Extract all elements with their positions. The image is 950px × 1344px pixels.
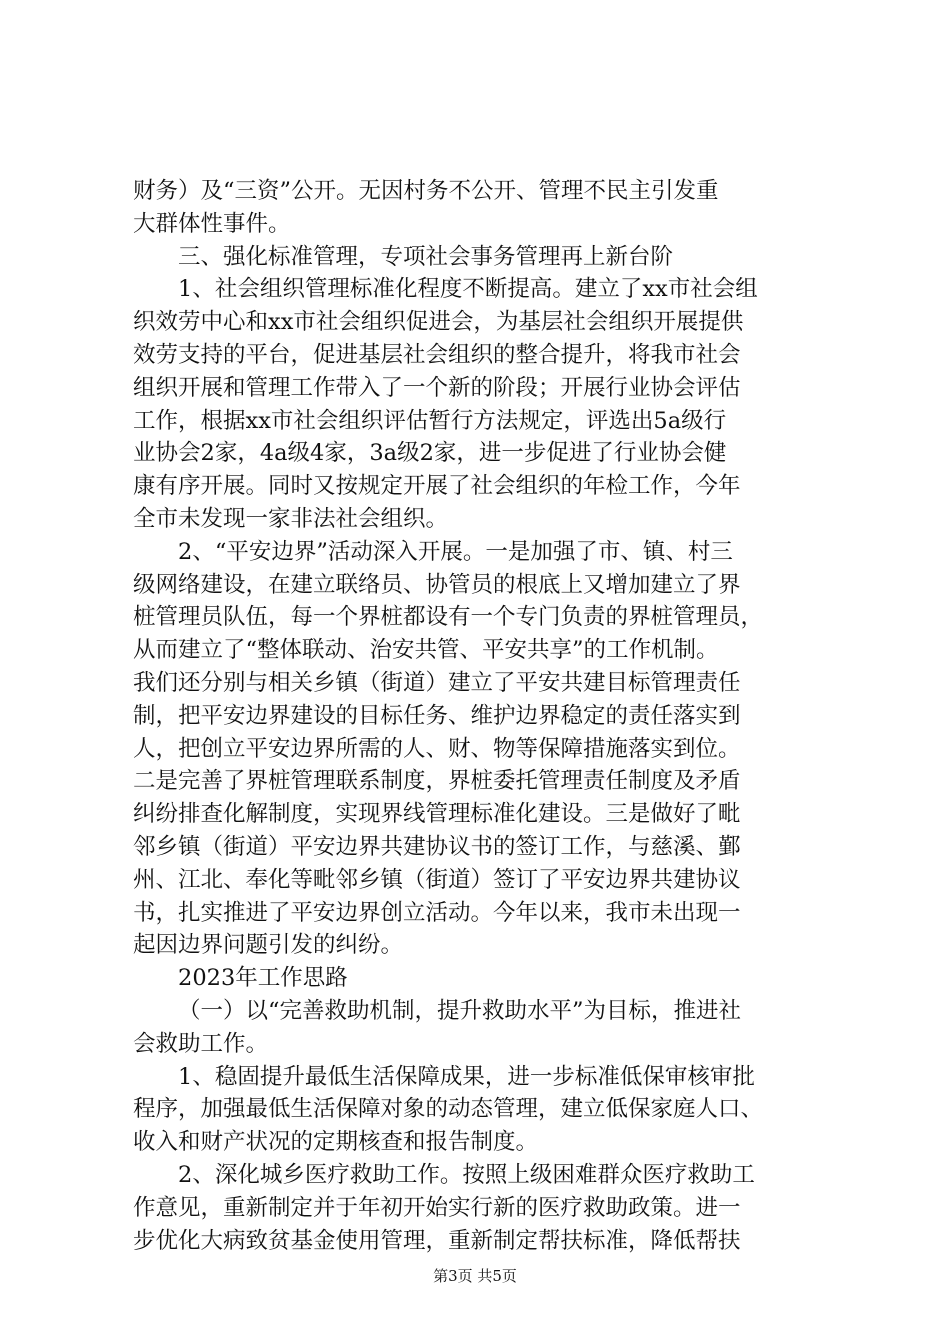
text-line: 2、深化城乡医疗救助工作。按照上级困难群众医疗救助工 <box>178 1161 755 1188</box>
text-line: 步优化大病致贫基金使用管理，重新制定帮扶标准，降低帮扶 <box>133 1227 741 1254</box>
text-line: 二是完善了界桩管理联系制度，界桩委托管理责任制度及矛盾 <box>133 768 741 795</box>
text-line: 人，把创立平安边界所需的人、财、物等保障措施落实到位。 <box>133 735 741 762</box>
text-line: 财务）及“三资”公开。无因村务不公开、管理不民主引发重 <box>133 178 719 204</box>
text-line: 大群体性事件。 <box>133 210 291 237</box>
text-line: 我们还分别与相关乡镇（街道）建立了平安共建目标管理责任 <box>133 669 741 696</box>
text-line: 程序，加强最低生活保障对象的动态管理，建立低保家庭人口、 <box>133 1096 764 1123</box>
text-line: 全市未发现一家非法社会组织。 <box>133 505 449 532</box>
text-line: 1、稳固提升最低生活保障成果，进一步标准低保审核审批 <box>178 1063 755 1090</box>
text-line: 2、“平安边界”活动深入开展。一是加强了市、镇、村三 <box>178 538 733 565</box>
text-line: 1、社会组织管理标准化程度不断提高。建立了xx市社会组 <box>178 276 758 303</box>
text-line: （一）以“完善救助机制，提升救助水平”为目标，推进社 <box>178 997 742 1024</box>
text-line: 会救助工作。 <box>133 1030 269 1057</box>
section-heading: 2023年工作思路 <box>178 965 348 992</box>
text-line: 纠纷排查化解制度，实现界线管理标准化建设。三是做好了毗 <box>133 801 741 828</box>
text-line: 制，把平安边界建设的目标任务、维护边界稳定的责任落实到 <box>133 702 741 729</box>
text-line: 康有序开展。同时又按规定开展了社会组织的年检工作，今年 <box>133 473 741 500</box>
text-line: 级网络建设，在建立联络员、协管员的根底上又增加建立了界 <box>133 571 741 598</box>
text-line: 邻乡镇（街道）平安边界共建协议书的签订工作，与慈溪、鄞 <box>133 833 741 860</box>
text-line: 工作，根据xx市社会组织评估暂行方法规定，评选出5a级行 <box>133 407 727 434</box>
text-line: 桩管理员队伍，每一个界桩都设有一个专门负责的界桩管理员， <box>133 604 764 631</box>
text-line: 业协会2家，4a级4家，3a级2家，进一步促进了行业协会健 <box>133 440 727 467</box>
text-line: 起因边界问题引发的纠纷。 <box>133 932 404 959</box>
section-heading: 三、强化标准管理，专项社会事务管理再上新台阶 <box>178 243 674 270</box>
text-line: 织效劳中心和xx市社会组织促进会，为基层社会组织开展提供 <box>133 309 744 336</box>
text-line: 州、江北、奉化等毗邻乡镇（街道）签订了平安边界共建协议 <box>133 866 741 893</box>
page-footer: 第3页 共5页 <box>433 1267 517 1285</box>
document-body <box>133 175 833 1257</box>
text-line: 组织开展和管理工作带入了一个新的阶段；开展行业协会评估 <box>133 374 741 401</box>
text-line: 从而建立了“整体联动、治安共管、平安共享”的工作机制。 <box>133 637 719 664</box>
text-line: 作意见，重新制定并于年初开始实行新的医疗救助政策。进一 <box>133 1194 741 1221</box>
text-line: 收入和财产状况的定期核查和报告制度。 <box>133 1129 539 1156</box>
text-line: 书，扎实推进了平安边界创立活动。今年以来，我市未出现一 <box>133 899 741 926</box>
text-line: 效劳支持的平台，促进基层社会组织的整合提升，将我市社会 <box>133 341 741 368</box>
